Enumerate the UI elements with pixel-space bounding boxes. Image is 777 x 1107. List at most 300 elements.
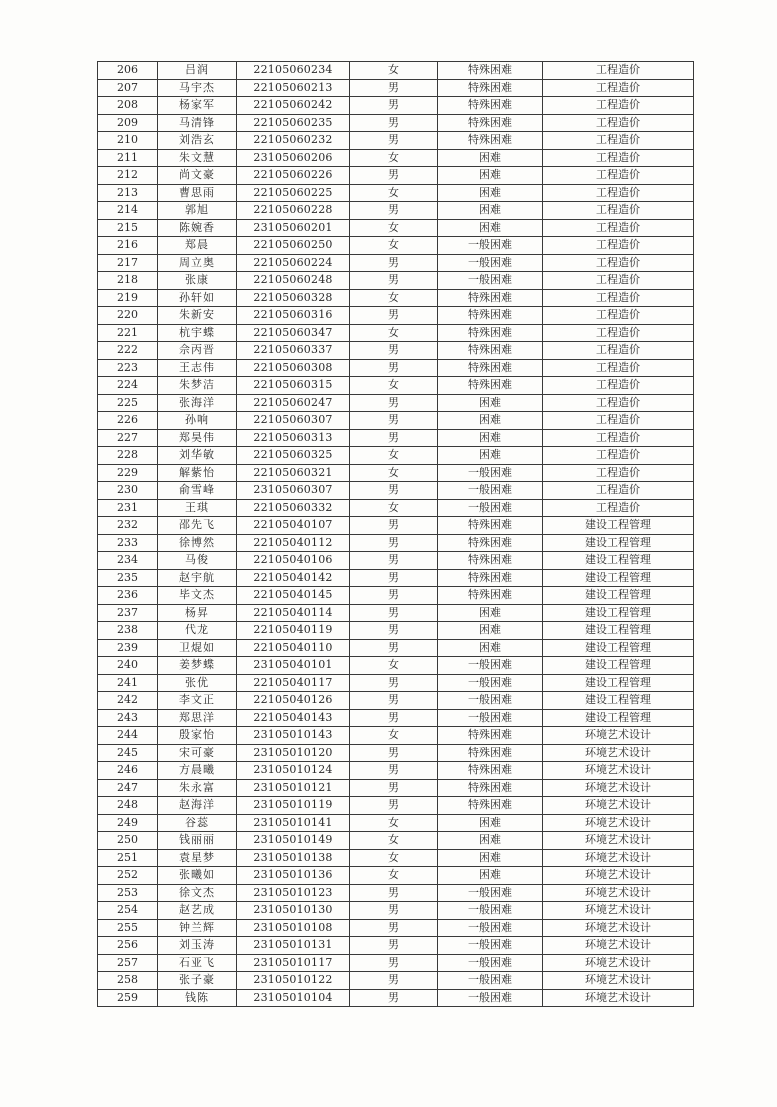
gender-cell: 女	[350, 727, 438, 745]
gender-cell: 男	[350, 97, 438, 115]
student-aid-table	[97, 61, 694, 1007]
difficulty-level-cell: 一般困难	[438, 674, 543, 692]
table-row	[98, 727, 694, 745]
table-row	[98, 114, 694, 132]
student-id-cell: 22105060332	[237, 499, 350, 517]
major-cell: 工程造价	[543, 324, 694, 342]
row-number-cell: 257	[98, 954, 158, 972]
student-name-cell: 张优	[158, 674, 237, 692]
gender-cell: 女	[350, 237, 438, 255]
difficulty-level-cell: 困难	[438, 814, 543, 832]
difficulty-level-cell: 特殊困难	[438, 289, 543, 307]
major-cell: 工程造价	[543, 377, 694, 395]
table-row	[98, 202, 694, 220]
difficulty-level-cell: 困难	[438, 867, 543, 885]
student-id-cell: 22105040126	[237, 692, 350, 710]
row-number-cell: 248	[98, 797, 158, 815]
row-number-cell: 242	[98, 692, 158, 710]
table-row	[98, 534, 694, 552]
major-cell: 工程造价	[543, 447, 694, 465]
row-number-cell: 215	[98, 219, 158, 237]
difficulty-level-cell: 一般困难	[438, 902, 543, 920]
gender-cell: 女	[350, 149, 438, 167]
student-id-cell: 22105060224	[237, 254, 350, 272]
table-row	[98, 517, 694, 535]
gender-cell: 男	[350, 884, 438, 902]
student-name-cell: 曹思雨	[158, 184, 237, 202]
gender-cell: 男	[350, 604, 438, 622]
row-number-cell: 208	[98, 97, 158, 115]
row-number-cell: 233	[98, 534, 158, 552]
student-id-cell: 22105060247	[237, 394, 350, 412]
major-cell: 建设工程管理	[543, 692, 694, 710]
difficulty-level-cell: 特殊困难	[438, 744, 543, 762]
row-number-cell: 235	[98, 569, 158, 587]
student-name-cell: 谷蕊	[158, 814, 237, 832]
student-id-cell: 23105010120	[237, 744, 350, 762]
student-name-cell: 殷家怡	[158, 727, 237, 745]
student-name-cell: 郭旭	[158, 202, 237, 220]
difficulty-level-cell: 困难	[438, 167, 543, 185]
gender-cell: 男	[350, 342, 438, 360]
major-cell: 建设工程管理	[543, 674, 694, 692]
student-name-cell: 马宇杰	[158, 79, 237, 97]
major-cell: 建设工程管理	[543, 534, 694, 552]
major-cell: 环境艺术设计	[543, 779, 694, 797]
gender-cell: 男	[350, 919, 438, 937]
student-id-cell: 23105010143	[237, 727, 350, 745]
student-name-cell: 杨家军	[158, 97, 237, 115]
major-cell: 环境艺术设计	[543, 744, 694, 762]
table-row	[98, 97, 694, 115]
student-id-cell: 23105010108	[237, 919, 350, 937]
difficulty-level-cell: 一般困难	[438, 692, 543, 710]
difficulty-level-cell: 困难	[438, 184, 543, 202]
student-name-cell: 张海洋	[158, 394, 237, 412]
difficulty-level-cell: 困难	[438, 429, 543, 447]
student-name-cell: 钟兰辉	[158, 919, 237, 937]
gender-cell: 男	[350, 674, 438, 692]
table-body	[98, 62, 694, 1007]
difficulty-level-cell: 特殊困难	[438, 132, 543, 150]
student-id-cell: 23105040101	[237, 657, 350, 675]
student-name-cell: 杨昇	[158, 604, 237, 622]
major-cell: 环境艺术设计	[543, 832, 694, 850]
table-row	[98, 289, 694, 307]
student-id-cell: 23105010131	[237, 937, 350, 955]
difficulty-level-cell: 困难	[438, 604, 543, 622]
gender-cell: 女	[350, 324, 438, 342]
student-name-cell: 佘丙晋	[158, 342, 237, 360]
major-cell: 建设工程管理	[543, 569, 694, 587]
row-number-cell: 239	[98, 639, 158, 657]
row-number-cell: 228	[98, 447, 158, 465]
student-name-cell: 尚文豪	[158, 167, 237, 185]
gender-cell: 女	[350, 219, 438, 237]
major-cell: 环境艺术设计	[543, 937, 694, 955]
gender-cell: 男	[350, 272, 438, 290]
student-name-cell: 钱丽丽	[158, 832, 237, 850]
gender-cell: 男	[350, 797, 438, 815]
difficulty-level-cell: 一般困难	[438, 954, 543, 972]
difficulty-level-cell: 一般困难	[438, 989, 543, 1007]
row-number-cell: 230	[98, 482, 158, 500]
row-number-cell: 229	[98, 464, 158, 482]
major-cell: 环境艺术设计	[543, 954, 694, 972]
student-id-cell: 22105060328	[237, 289, 350, 307]
difficulty-level-cell: 困难	[438, 394, 543, 412]
table-row	[98, 132, 694, 150]
table-row	[98, 622, 694, 640]
difficulty-level-cell: 特殊困难	[438, 534, 543, 552]
gender-cell: 男	[350, 622, 438, 640]
row-number-cell: 209	[98, 114, 158, 132]
difficulty-level-cell: 特殊困难	[438, 569, 543, 587]
student-name-cell: 徐博然	[158, 534, 237, 552]
student-id-cell: 22105060337	[237, 342, 350, 360]
student-id-cell: 22105060308	[237, 359, 350, 377]
student-id-cell: 22105040117	[237, 674, 350, 692]
student-name-cell: 周立奥	[158, 254, 237, 272]
student-id-cell: 23105010141	[237, 814, 350, 832]
row-number-cell: 245	[98, 744, 158, 762]
difficulty-level-cell: 困难	[438, 412, 543, 430]
major-cell: 环境艺术设计	[543, 972, 694, 990]
student-id-cell: 22105040114	[237, 604, 350, 622]
gender-cell: 男	[350, 202, 438, 220]
difficulty-level-cell: 一般困难	[438, 272, 543, 290]
difficulty-level-cell: 困难	[438, 622, 543, 640]
row-number-cell: 241	[98, 674, 158, 692]
gender-cell: 男	[350, 167, 438, 185]
major-cell: 工程造价	[543, 202, 694, 220]
student-id-cell: 23105010124	[237, 762, 350, 780]
row-number-cell: 255	[98, 919, 158, 937]
student-name-cell: 郑晨	[158, 237, 237, 255]
table-row	[98, 272, 694, 290]
table-row	[98, 499, 694, 517]
student-id-cell: 22105060307	[237, 412, 350, 430]
student-name-cell: 王志伟	[158, 359, 237, 377]
table-row	[98, 342, 694, 360]
gender-cell: 男	[350, 552, 438, 570]
table-row	[98, 464, 694, 482]
major-cell: 环境艺术设计	[543, 919, 694, 937]
major-cell: 工程造价	[543, 132, 694, 150]
difficulty-level-cell: 一般困难	[438, 657, 543, 675]
major-cell: 环境艺术设计	[543, 884, 694, 902]
row-number-cell: 254	[98, 902, 158, 920]
table-row	[98, 989, 694, 1007]
row-number-cell: 258	[98, 972, 158, 990]
major-cell: 工程造价	[543, 307, 694, 325]
student-id-cell: 22105060315	[237, 377, 350, 395]
gender-cell: 男	[350, 762, 438, 780]
row-number-cell: 244	[98, 727, 158, 745]
student-name-cell: 吕润	[158, 62, 237, 80]
student-name-cell: 钱陈	[158, 989, 237, 1007]
row-number-cell: 238	[98, 622, 158, 640]
table-row	[98, 552, 694, 570]
gender-cell: 女	[350, 62, 438, 80]
major-cell: 环境艺术设计	[543, 867, 694, 885]
major-cell: 工程造价	[543, 79, 694, 97]
gender-cell: 女	[350, 657, 438, 675]
major-cell: 工程造价	[543, 482, 694, 500]
table-row	[98, 429, 694, 447]
major-cell: 建设工程管理	[543, 639, 694, 657]
major-cell: 工程造价	[543, 272, 694, 290]
major-cell: 建设工程管理	[543, 552, 694, 570]
difficulty-level-cell: 特殊困难	[438, 359, 543, 377]
student-id-cell: 23105010136	[237, 867, 350, 885]
row-number-cell: 253	[98, 884, 158, 902]
student-name-cell: 马清锋	[158, 114, 237, 132]
table-row	[98, 657, 694, 675]
gender-cell: 男	[350, 482, 438, 500]
row-number-cell: 237	[98, 604, 158, 622]
student-name-cell: 宋可豪	[158, 744, 237, 762]
student-id-cell: 22105040107	[237, 517, 350, 535]
major-cell: 工程造价	[543, 254, 694, 272]
row-number-cell: 213	[98, 184, 158, 202]
student-id-cell: 23105060307	[237, 482, 350, 500]
table-row	[98, 762, 694, 780]
student-id-cell: 22105060226	[237, 167, 350, 185]
table-row	[98, 167, 694, 185]
gender-cell: 女	[350, 832, 438, 850]
student-id-cell: 22105040145	[237, 587, 350, 605]
row-number-cell: 210	[98, 132, 158, 150]
student-name-cell: 解紫怡	[158, 464, 237, 482]
difficulty-level-cell: 特殊困难	[438, 552, 543, 570]
student-name-cell: 袁星梦	[158, 849, 237, 867]
student-name-cell: 陈婉香	[158, 219, 237, 237]
table-row	[98, 447, 694, 465]
major-cell: 工程造价	[543, 184, 694, 202]
gender-cell: 男	[350, 254, 438, 272]
difficulty-level-cell: 特殊困难	[438, 342, 543, 360]
major-cell: 环境艺术设计	[543, 814, 694, 832]
row-number-cell: 250	[98, 832, 158, 850]
row-number-cell: 226	[98, 412, 158, 430]
student-id-cell: 22105040106	[237, 552, 350, 570]
gender-cell: 男	[350, 902, 438, 920]
major-cell: 环境艺术设计	[543, 902, 694, 920]
student-id-cell: 23105060201	[237, 219, 350, 237]
difficulty-level-cell: 一般困难	[438, 919, 543, 937]
student-name-cell: 代龙	[158, 622, 237, 640]
major-cell: 建设工程管理	[543, 604, 694, 622]
table-row	[98, 692, 694, 710]
gender-cell: 男	[350, 132, 438, 150]
difficulty-level-cell: 一般困难	[438, 482, 543, 500]
table-row	[98, 972, 694, 990]
table-row	[98, 674, 694, 692]
table-row	[98, 744, 694, 762]
row-number-cell: 222	[98, 342, 158, 360]
table-row	[98, 954, 694, 972]
difficulty-level-cell: 困难	[438, 219, 543, 237]
gender-cell: 女	[350, 377, 438, 395]
student-id-cell: 22105040110	[237, 639, 350, 657]
row-number-cell: 232	[98, 517, 158, 535]
row-number-cell: 246	[98, 762, 158, 780]
row-number-cell: 231	[98, 499, 158, 517]
difficulty-level-cell: 特殊困难	[438, 62, 543, 80]
major-cell: 建设工程管理	[543, 587, 694, 605]
row-number-cell: 256	[98, 937, 158, 955]
student-id-cell: 22105060250	[237, 237, 350, 255]
row-number-cell: 247	[98, 779, 158, 797]
gender-cell: 男	[350, 709, 438, 727]
gender-cell: 女	[350, 289, 438, 307]
student-name-cell: 徐文杰	[158, 884, 237, 902]
major-cell: 工程造价	[543, 167, 694, 185]
row-number-cell: 216	[98, 237, 158, 255]
student-name-cell: 王琪	[158, 499, 237, 517]
student-id-cell: 23105010149	[237, 832, 350, 850]
row-number-cell: 240	[98, 657, 158, 675]
student-name-cell: 张曦如	[158, 867, 237, 885]
gender-cell: 女	[350, 184, 438, 202]
difficulty-level-cell: 特殊困难	[438, 97, 543, 115]
student-name-cell: 朱文慧	[158, 149, 237, 167]
student-name-cell: 朱梦洁	[158, 377, 237, 395]
row-number-cell: 206	[98, 62, 158, 80]
row-number-cell: 251	[98, 849, 158, 867]
difficulty-level-cell: 特殊困难	[438, 779, 543, 797]
student-name-cell: 卫焜如	[158, 639, 237, 657]
row-number-cell: 223	[98, 359, 158, 377]
difficulty-level-cell: 特殊困难	[438, 797, 543, 815]
student-name-cell: 孙轩如	[158, 289, 237, 307]
difficulty-level-cell: 困难	[438, 639, 543, 657]
major-cell: 工程造价	[543, 97, 694, 115]
table-row	[98, 884, 694, 902]
student-id-cell: 22105060234	[237, 62, 350, 80]
row-number-cell: 224	[98, 377, 158, 395]
gender-cell: 女	[350, 814, 438, 832]
major-cell: 工程造价	[543, 464, 694, 482]
student-id-cell: 22105040119	[237, 622, 350, 640]
student-name-cell: 郑思洋	[158, 709, 237, 727]
student-name-cell: 孙响	[158, 412, 237, 430]
student-id-cell: 22105060242	[237, 97, 350, 115]
student-name-cell: 杭宇蝶	[158, 324, 237, 342]
table-row	[98, 587, 694, 605]
table-row	[98, 902, 694, 920]
difficulty-level-cell: 特殊困难	[438, 79, 543, 97]
major-cell: 环境艺术设计	[543, 797, 694, 815]
row-number-cell: 217	[98, 254, 158, 272]
table-row	[98, 919, 694, 937]
row-number-cell: 234	[98, 552, 158, 570]
row-number-cell: 227	[98, 429, 158, 447]
student-name-cell: 马俊	[158, 552, 237, 570]
table-row	[98, 79, 694, 97]
major-cell: 工程造价	[543, 237, 694, 255]
student-name-cell: 李文正	[158, 692, 237, 710]
gender-cell: 男	[350, 429, 438, 447]
student-name-cell: 朱永富	[158, 779, 237, 797]
table-row	[98, 937, 694, 955]
table-row	[98, 307, 694, 325]
row-number-cell: 225	[98, 394, 158, 412]
row-number-cell: 249	[98, 814, 158, 832]
row-number-cell: 219	[98, 289, 158, 307]
difficulty-level-cell: 一般困难	[438, 237, 543, 255]
row-number-cell: 220	[98, 307, 158, 325]
gender-cell: 男	[350, 359, 438, 377]
row-number-cell: 214	[98, 202, 158, 220]
difficulty-level-cell: 一般困难	[438, 937, 543, 955]
table-row	[98, 62, 694, 80]
difficulty-level-cell: 困难	[438, 202, 543, 220]
gender-cell: 男	[350, 587, 438, 605]
difficulty-level-cell: 困难	[438, 149, 543, 167]
major-cell: 环境艺术设计	[543, 727, 694, 745]
table-row	[98, 832, 694, 850]
row-number-cell: 259	[98, 989, 158, 1007]
student-id-cell: 23105060206	[237, 149, 350, 167]
row-number-cell: 211	[98, 149, 158, 167]
table-row	[98, 149, 694, 167]
table-row	[98, 377, 694, 395]
gender-cell: 女	[350, 867, 438, 885]
major-cell: 工程造价	[543, 114, 694, 132]
gender-cell: 女	[350, 849, 438, 867]
student-name-cell: 朱新安	[158, 307, 237, 325]
table-row	[98, 709, 694, 727]
gender-cell: 男	[350, 744, 438, 762]
student-name-cell: 俞雪峰	[158, 482, 237, 500]
major-cell: 工程造价	[543, 394, 694, 412]
student-id-cell: 23105010138	[237, 849, 350, 867]
gender-cell: 女	[350, 499, 438, 517]
gender-cell: 男	[350, 989, 438, 1007]
student-name-cell: 姜梦蝶	[158, 657, 237, 675]
gender-cell: 男	[350, 639, 438, 657]
gender-cell: 女	[350, 447, 438, 465]
student-id-cell: 23105010119	[237, 797, 350, 815]
student-id-cell: 22105060321	[237, 464, 350, 482]
student-id-cell: 22105040142	[237, 569, 350, 587]
student-id-cell: 22105060228	[237, 202, 350, 220]
difficulty-level-cell: 一般困难	[438, 709, 543, 727]
student-name-cell: 刘浩玄	[158, 132, 237, 150]
row-number-cell: 236	[98, 587, 158, 605]
student-name-cell: 邵先飞	[158, 517, 237, 535]
student-name-cell: 方晨曦	[158, 762, 237, 780]
gender-cell: 女	[350, 464, 438, 482]
student-id-cell: 22105060325	[237, 447, 350, 465]
row-number-cell: 221	[98, 324, 158, 342]
table-row	[98, 814, 694, 832]
major-cell: 工程造价	[543, 289, 694, 307]
difficulty-level-cell: 特殊困难	[438, 762, 543, 780]
difficulty-level-cell: 一般困难	[438, 884, 543, 902]
major-cell: 工程造价	[543, 499, 694, 517]
gender-cell: 男	[350, 307, 438, 325]
gender-cell: 男	[350, 937, 438, 955]
gender-cell: 男	[350, 412, 438, 430]
major-cell: 建设工程管理	[543, 622, 694, 640]
row-number-cell: 218	[98, 272, 158, 290]
student-id-cell: 22105060313	[237, 429, 350, 447]
student-id-cell: 22105060316	[237, 307, 350, 325]
gender-cell: 男	[350, 972, 438, 990]
